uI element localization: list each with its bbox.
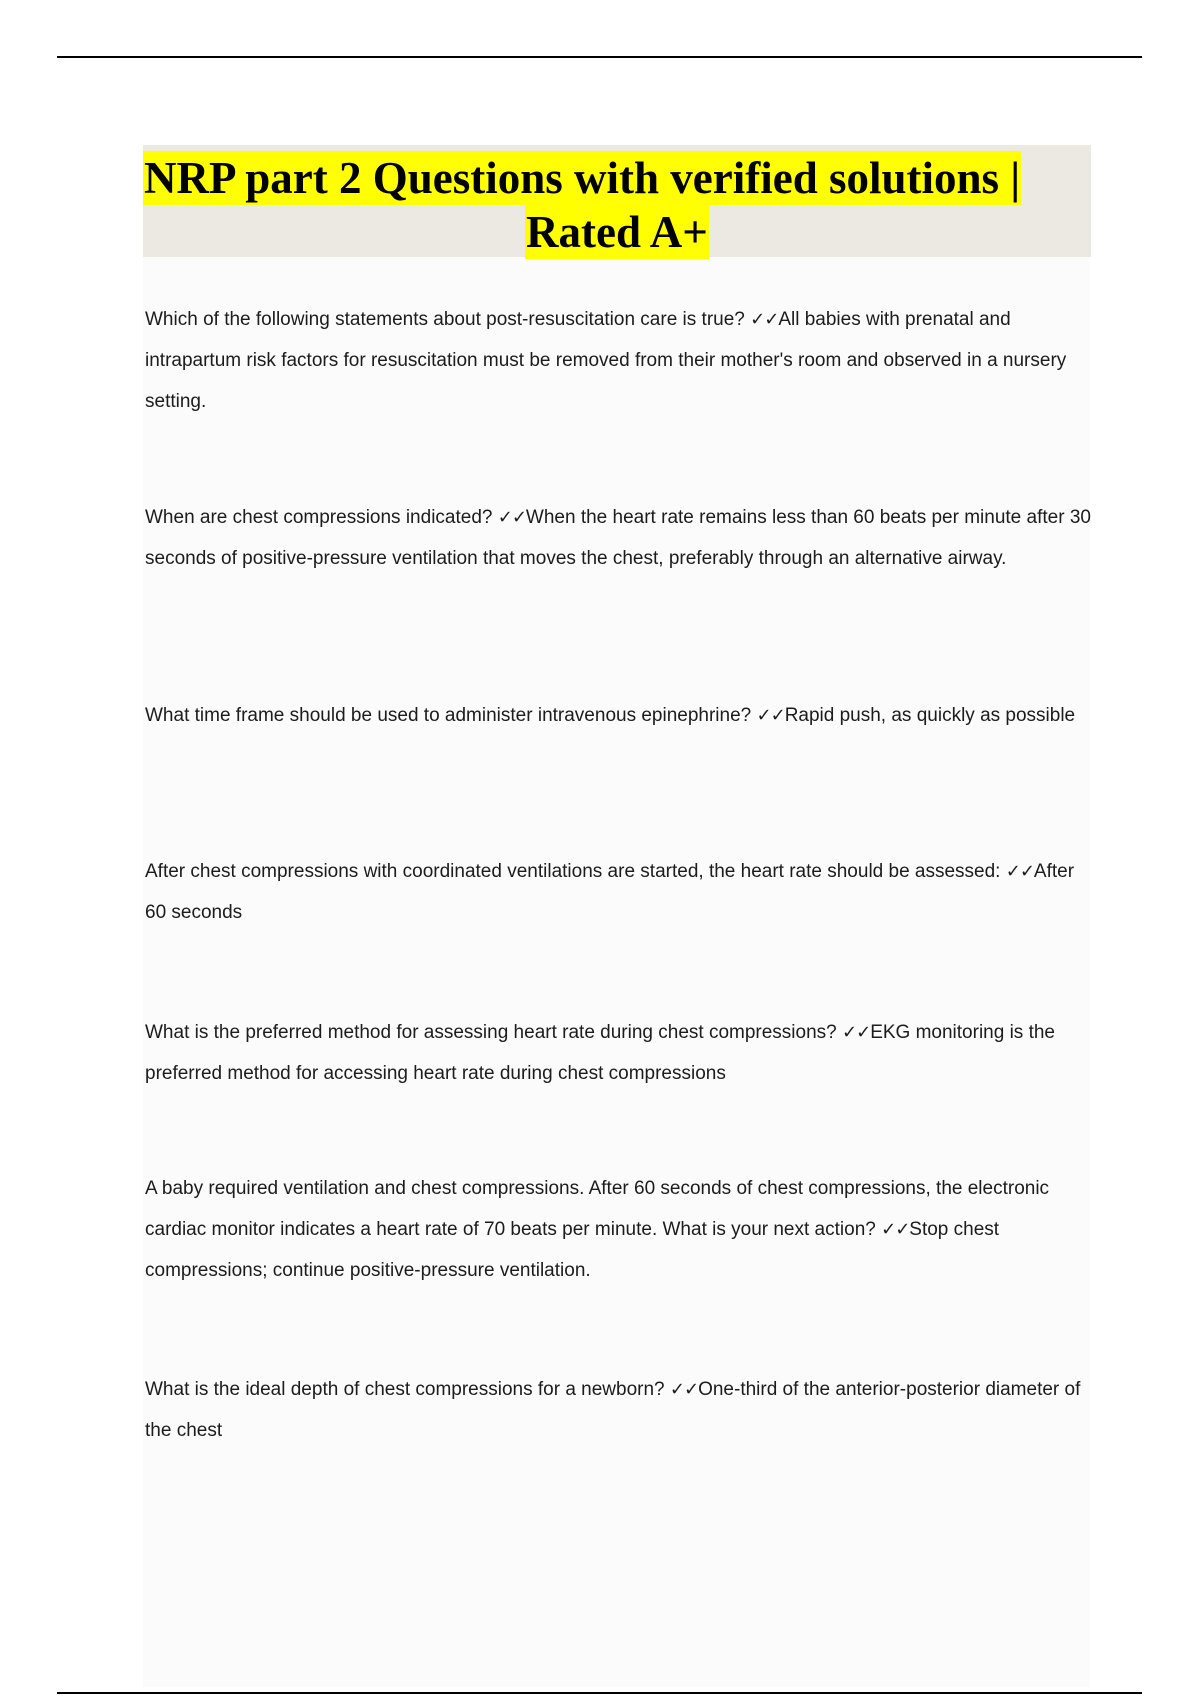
- question-text: When are chest compressions indicated?: [145, 507, 493, 528]
- qa-item: [145, 1168, 1095, 1291]
- title-line-2: Rated A+: [526, 207, 708, 257]
- check-mark-icon: ✓✓: [1005, 861, 1034, 882]
- question-text: What is the ideal depth of chest compressions for a newborn?: [145, 1379, 665, 1400]
- question-text: A baby required ventilation and chest compressions. After 60 seconds of chest compressions, the electronic cardiac monitor indicates a heart rate of 70 beats per minute. What is your next action?: [145, 1178, 1050, 1240]
- answer-text: When the heart rate remains less than 60 beats per minute after 30 seconds of positive-pressure ventilation that moves the chest, preferably through an alternative airway.: [145, 507, 1091, 569]
- top-rule: [57, 56, 1142, 58]
- answer-text: Rapid push, as quickly as possible: [784, 705, 1076, 726]
- check-mark-icon: ✓✓: [497, 507, 526, 528]
- check-mark-icon: ✓✓: [842, 1022, 871, 1043]
- qa-item: [145, 1369, 1095, 1451]
- answer-text: Stop chest compressions; continue positive-pressure ventilation.: [145, 1219, 1000, 1281]
- question-text: Which of the following statements about post-resuscitation care is true?: [145, 309, 745, 330]
- qa-item: [145, 851, 1095, 933]
- document-title: [143, 145, 1091, 257]
- check-mark-icon: ✓✓: [669, 1379, 699, 1400]
- answer-text: One-third of the anterior-posterior diameter of the chest: [145, 1379, 1081, 1441]
- check-mark-icon: ✓✓: [881, 1219, 910, 1240]
- title-line-1: NRP part 2 Questions with verified solutions |: [144, 153, 1021, 203]
- qa-item: [145, 1012, 1095, 1094]
- check-mark-icon: ✓✓: [756, 705, 785, 726]
- question-text: After chest compressions with coordinated ventilations are started, the heart rate should be assessed:: [145, 861, 1001, 882]
- question-text: What time frame should be used to administer intravenous epinephrine?: [145, 705, 752, 726]
- qa-item: [145, 695, 1095, 736]
- qa-item: [145, 299, 1095, 422]
- qa-item: [145, 497, 1095, 579]
- question-text: What is the preferred method for assessing heart rate during chest compressions?: [145, 1022, 837, 1043]
- answer-text: After 60 seconds: [145, 861, 1075, 923]
- answer-text: EKG monitoring is the preferred method for accessing heart rate during chest compressions: [145, 1022, 1055, 1084]
- answer-text: All babies with prenatal and intrapartum risk factors for resuscitation must be removed from their mother's room and observed in a nursery setting.: [145, 309, 1067, 412]
- content-panel: [143, 255, 1090, 1687]
- bottom-rule: [57, 1692, 1142, 1694]
- check-mark-icon: ✓✓: [750, 309, 779, 330]
